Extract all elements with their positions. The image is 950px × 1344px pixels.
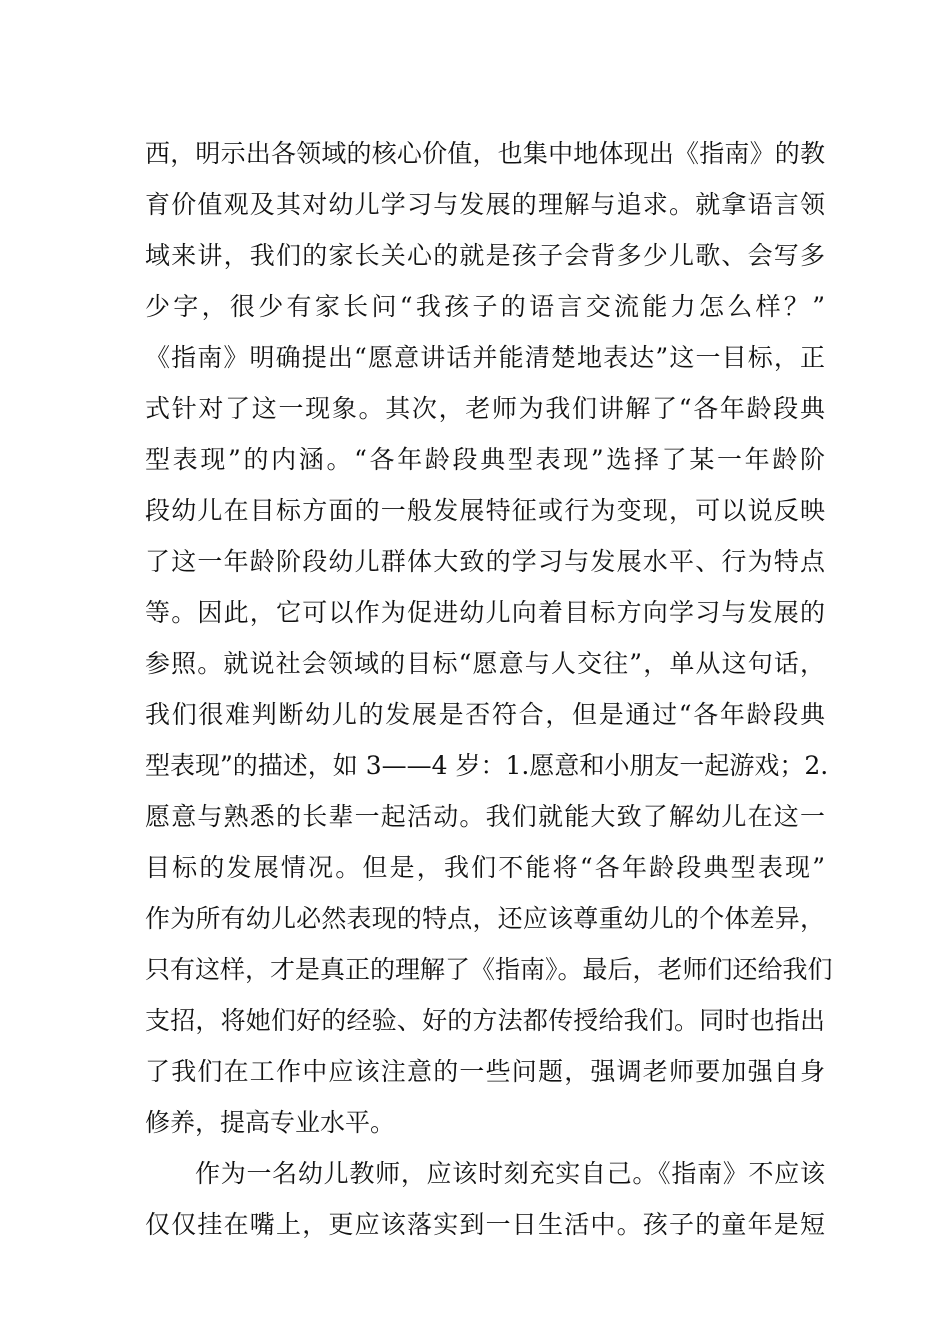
text-line: 目标的发展情况。但是，我们不能将“各年龄段典型表现” bbox=[145, 853, 825, 882]
text-line: 型表现”的内涵。“各年龄段典型表现”选择了某一年龄阶 bbox=[145, 445, 825, 474]
paragraph-start-line: 作为一名幼儿教师，应该时刻充实自己。《指南》不应该 bbox=[195, 1159, 825, 1188]
text-line: 支招，将她们好的经验、好的方法都传授给我们。同时也指出 bbox=[145, 1006, 825, 1035]
text-line: 段幼儿在目标方面的一般发展特征或行为变现，可以说反映 bbox=[145, 496, 825, 525]
text-line: 了我们在工作中应该注意的一些问题，强调老师要加强自身 bbox=[145, 1057, 825, 1086]
paragraph-end-line: 修养，提高专业水平。 bbox=[145, 1108, 396, 1137]
text-line: 参照。就说社会领域的目标“愿意与人交往”，单从这句话， bbox=[145, 649, 825, 678]
text-line: 了这一年龄阶段幼儿群体大致的学习与发展水平、行为特点 bbox=[145, 547, 825, 576]
text-line: 西，明示出各领域的核心价值，也集中地体现出《指南》的教 bbox=[145, 139, 825, 168]
text-line: 等。因此，它可以作为促进幼儿向着目标方向学习与发展的 bbox=[145, 598, 825, 627]
text-line: 愿意与熟悉的长辈一起活动。我们就能大致了解幼儿在这一 bbox=[145, 802, 825, 831]
body-text bbox=[145, 128, 833, 1250]
text-line: 仅仅挂在嘴上，更应该落实到一日生活中。孩子的童年是短 bbox=[145, 1210, 825, 1239]
text-line: 我们很难判断幼儿的发展是否符合，但是通过“各年龄段典 bbox=[145, 700, 825, 729]
text-line: 少字，很少有家长问“我孩子的语言交流能力怎么样？” bbox=[145, 292, 825, 321]
text-line: 作为所有幼儿必然表现的特点，还应该尊重幼儿的个体差异， bbox=[145, 904, 825, 933]
text-line: 《指南》明确提出“愿意讲话并能清楚地表达”这一目标，正 bbox=[145, 343, 825, 372]
text-line: 育价值观及其对幼儿学习与发展的理解与追求。就拿语言领 bbox=[145, 190, 825, 219]
text-line: 式针对了这一现象。其次，老师为我们讲解了“各年龄段典 bbox=[145, 394, 825, 423]
text-line: 域来讲，我们的家长关心的就是孩子会背多少儿歌、会写多 bbox=[145, 241, 825, 270]
text-line: 型表现”的描述，如 3——4 岁：1.愿意和小朋友一起游戏；2. bbox=[145, 751, 829, 780]
text-line: 只有这样，才是真正的理解了《指南》。最后，老师们还给我们 bbox=[145, 955, 833, 984]
